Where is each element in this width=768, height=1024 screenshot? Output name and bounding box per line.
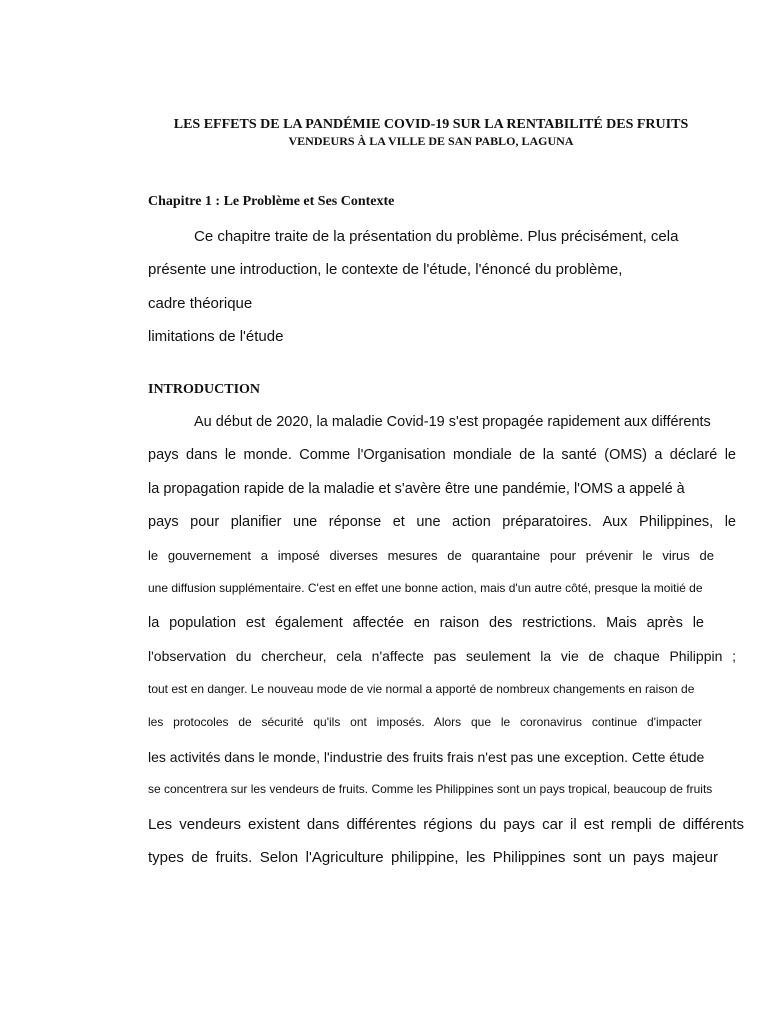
intro-line-1: Au début de 2020, la maladie Covid-19 s'est propagée rapidement aux différents <box>194 414 711 430</box>
intro-line-6: une diffusion supplémentaire. C'est en effet une bonne action, mais d'un autre côté, presque la moitié de <box>148 581 703 595</box>
chapter-intro-line-3: cadre théorique <box>148 295 253 312</box>
intro-line-11: les activités dans le monde, l'industrie des fruits frais n'est pas une exception. Cette étude <box>148 749 705 765</box>
document-title: LES EFFETS DE LA PANDÉMIE COVID-19 SUR LA RENTABILITÉ DES FRUITS <box>173 117 689 132</box>
intro-line-8: l'observation du chercheur, cela n'affecte pas seulement la vie de chaque Philippin ; <box>148 648 736 664</box>
intro-line-7: la population est également affectée en raison des restrictions. Mais après le <box>148 615 704 631</box>
introduction-heading: INTRODUCTION <box>148 382 261 397</box>
chapter-intro-line-4: limitations de l'étude <box>148 328 284 345</box>
chapter-intro-line-1: Ce chapitre traite de la présentation du problème. Plus précisément, cela <box>194 228 679 245</box>
intro-line-4: pays pour planifier une réponse et une action préparatoires. Aux Philippines, le <box>148 514 736 530</box>
intro-line-10: les protocoles de sécurité qu'ils ont imposés. Alors que le coronavirus continue d'impacter <box>148 715 702 729</box>
chapter-intro-line-2: présente une introduction, le contexte de l'étude, l'énoncé du problème, <box>148 261 623 278</box>
document-subtitle: VENDEURS À LA VILLE DE SAN PABLO, LAGUNA <box>288 134 574 148</box>
intro-line-14: types de fruits. Selon l'Agriculture philippine, les Philippines sont un pays majeur <box>148 849 718 866</box>
intro-line-5: le gouvernement a imposé diverses mesures de quarantaine pour prévenir le virus de <box>148 548 714 563</box>
intro-line-13: Les vendeurs existent dans différentes régions du pays car il est rempli de différents <box>148 816 744 833</box>
intro-line-9: tout est en danger. Le nouveau mode de vie normal a apporté de nombreux changements en raison de <box>148 682 695 696</box>
chapter-heading: Chapitre 1 : Le Problème et Ses Contexte <box>148 194 395 209</box>
intro-line-12: se concentrera sur les vendeurs de fruits. Comme les Philippines sont un pays tropical, beaucoup de fruits <box>148 782 713 796</box>
intro-line-3: la propagation rapide de la maladie et s'avère être une pandémie, l'OMS a appelé à <box>148 481 685 497</box>
intro-line-2: pays dans le monde. Comme l'Organisation mondiale de la santé (OMS) a déclaré le <box>148 447 736 463</box>
